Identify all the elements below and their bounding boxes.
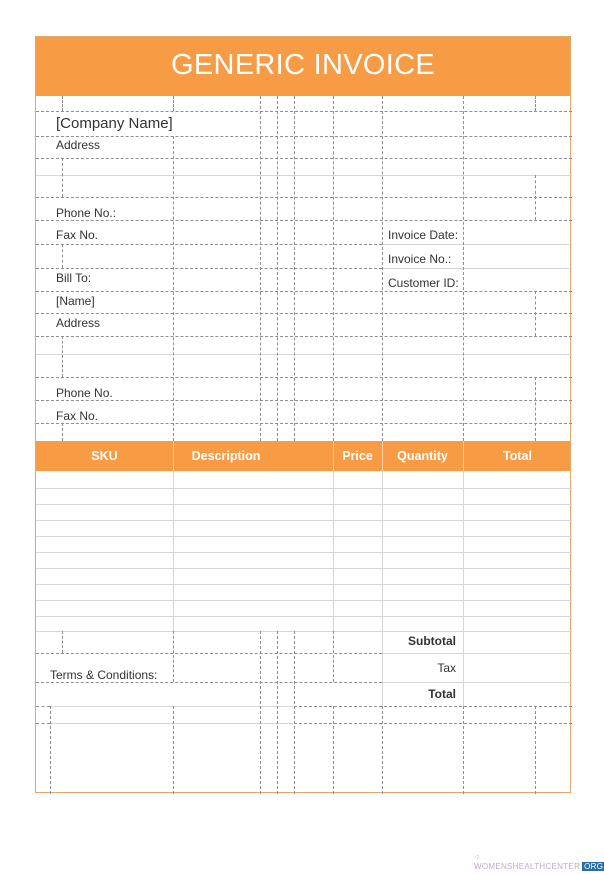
column-header-total: Total	[503, 449, 532, 463]
invoice-number-label: Invoice No.:	[388, 252, 452, 266]
grid-line	[36, 336, 572, 337]
grid-line	[50, 723, 293, 724]
grid-line	[62, 423, 63, 441]
table-row[interactable]	[36, 504, 572, 505]
watermark	[474, 853, 604, 871]
grid-line	[294, 96, 295, 441]
grid-line	[36, 197, 572, 198]
table-row[interactable]	[36, 616, 572, 617]
invoice-sheet	[35, 36, 571, 793]
grid-line	[36, 291, 572, 292]
column-divider	[382, 471, 383, 631]
grid-line	[294, 631, 295, 794]
watermark-text: WOMENSHEALTHCENTER	[474, 862, 581, 871]
grid-line	[277, 631, 278, 794]
grid-line	[36, 423, 572, 424]
tax-field[interactable]	[464, 654, 571, 681]
grid-line	[36, 244, 382, 245]
grid-line	[36, 158, 572, 159]
grid-line	[173, 96, 174, 111]
title-bar	[36, 37, 570, 96]
watermark-logo-icon: ⁘	[474, 853, 482, 862]
grid-line	[36, 723, 50, 724]
customer-id-field[interactable]	[464, 269, 571, 291]
watermark-suffix: ORG	[584, 862, 604, 871]
grid-line	[50, 706, 51, 794]
invoice-title: GENERIC INVOICE	[171, 49, 435, 81]
grid-line	[62, 244, 63, 268]
table-row[interactable]	[36, 520, 572, 521]
items-table-header	[36, 441, 570, 471]
bill-to-address-label: Address	[56, 316, 101, 330]
grid-line	[62, 631, 63, 653]
column-header-price: Price	[342, 449, 373, 463]
grid-line	[277, 96, 278, 441]
grid-line	[535, 96, 536, 111]
invoice-date-field[interactable]	[464, 221, 571, 243]
grid-line	[173, 631, 174, 682]
column-divider	[333, 471, 334, 631]
bill-to-label: Bill To:	[56, 271, 92, 285]
tax-label: Tax	[437, 661, 456, 675]
grid-line	[294, 706, 572, 707]
total-label: Total	[428, 687, 456, 701]
bill-to-name[interactable]: [Name]	[56, 294, 95, 308]
table-row[interactable]	[36, 536, 572, 537]
grid-line	[62, 158, 63, 197]
grid-line	[36, 268, 382, 269]
column-divider	[173, 471, 174, 631]
grid-line	[36, 354, 572, 355]
column-header-description: Description	[191, 449, 261, 463]
bill-to-fax-label: Fax No.	[56, 409, 99, 423]
grid-line	[36, 175, 572, 176]
grid-line	[333, 96, 334, 441]
table-row[interactable]	[36, 568, 572, 569]
grid-line	[333, 631, 334, 682]
invoice-date-label: Invoice Date:	[388, 228, 459, 242]
total-field[interactable]	[464, 683, 571, 705]
grid-line	[333, 706, 334, 794]
grid-line	[535, 291, 536, 336]
company-phone-label: Phone No.:	[56, 206, 117, 220]
column-divider	[463, 471, 464, 631]
grid-line	[36, 400, 572, 401]
grid-line	[62, 336, 63, 377]
grid-line	[36, 136, 572, 137]
table-row[interactable]	[36, 584, 572, 585]
grid-line	[382, 706, 383, 794]
column-header-sku: SKU	[91, 449, 118, 463]
grid-line	[535, 377, 536, 441]
customer-id-label: Customer ID:	[388, 276, 459, 290]
grid-line	[463, 706, 464, 794]
grid-line	[260, 631, 261, 794]
grid-line	[36, 313, 572, 314]
column-header-quantity: Quantity	[397, 449, 448, 463]
grid-line	[173, 136, 174, 441]
bill-to-phone-label: Phone No.	[56, 386, 113, 400]
company-fax-label: Fax No.	[56, 228, 99, 242]
grid-line	[294, 723, 572, 724]
grid-line	[173, 706, 174, 794]
grid-line	[535, 175, 536, 220]
table-row[interactable]	[36, 600, 572, 601]
grid-line	[260, 96, 261, 441]
grid-line	[36, 706, 50, 707]
grid-line	[62, 96, 63, 111]
invoice-number-field[interactable]	[464, 245, 571, 267]
terms-label: Terms & Conditions:	[50, 668, 158, 682]
subtotal-label: Subtotal	[408, 634, 456, 648]
grid-line	[36, 111, 572, 112]
grid-line	[50, 706, 293, 707]
grid-line	[535, 706, 536, 794]
table-row[interactable]	[36, 552, 572, 553]
company-address-label: Address	[56, 138, 101, 152]
table-row[interactable]	[36, 488, 572, 489]
grid-line	[382, 631, 383, 706]
grid-line	[382, 96, 383, 441]
subtotal-field[interactable]	[464, 632, 571, 652]
grid-line	[36, 682, 382, 683]
company-name[interactable]: [Company Name]	[56, 115, 173, 132]
grid-line	[36, 653, 382, 654]
grid-line	[36, 377, 572, 378]
